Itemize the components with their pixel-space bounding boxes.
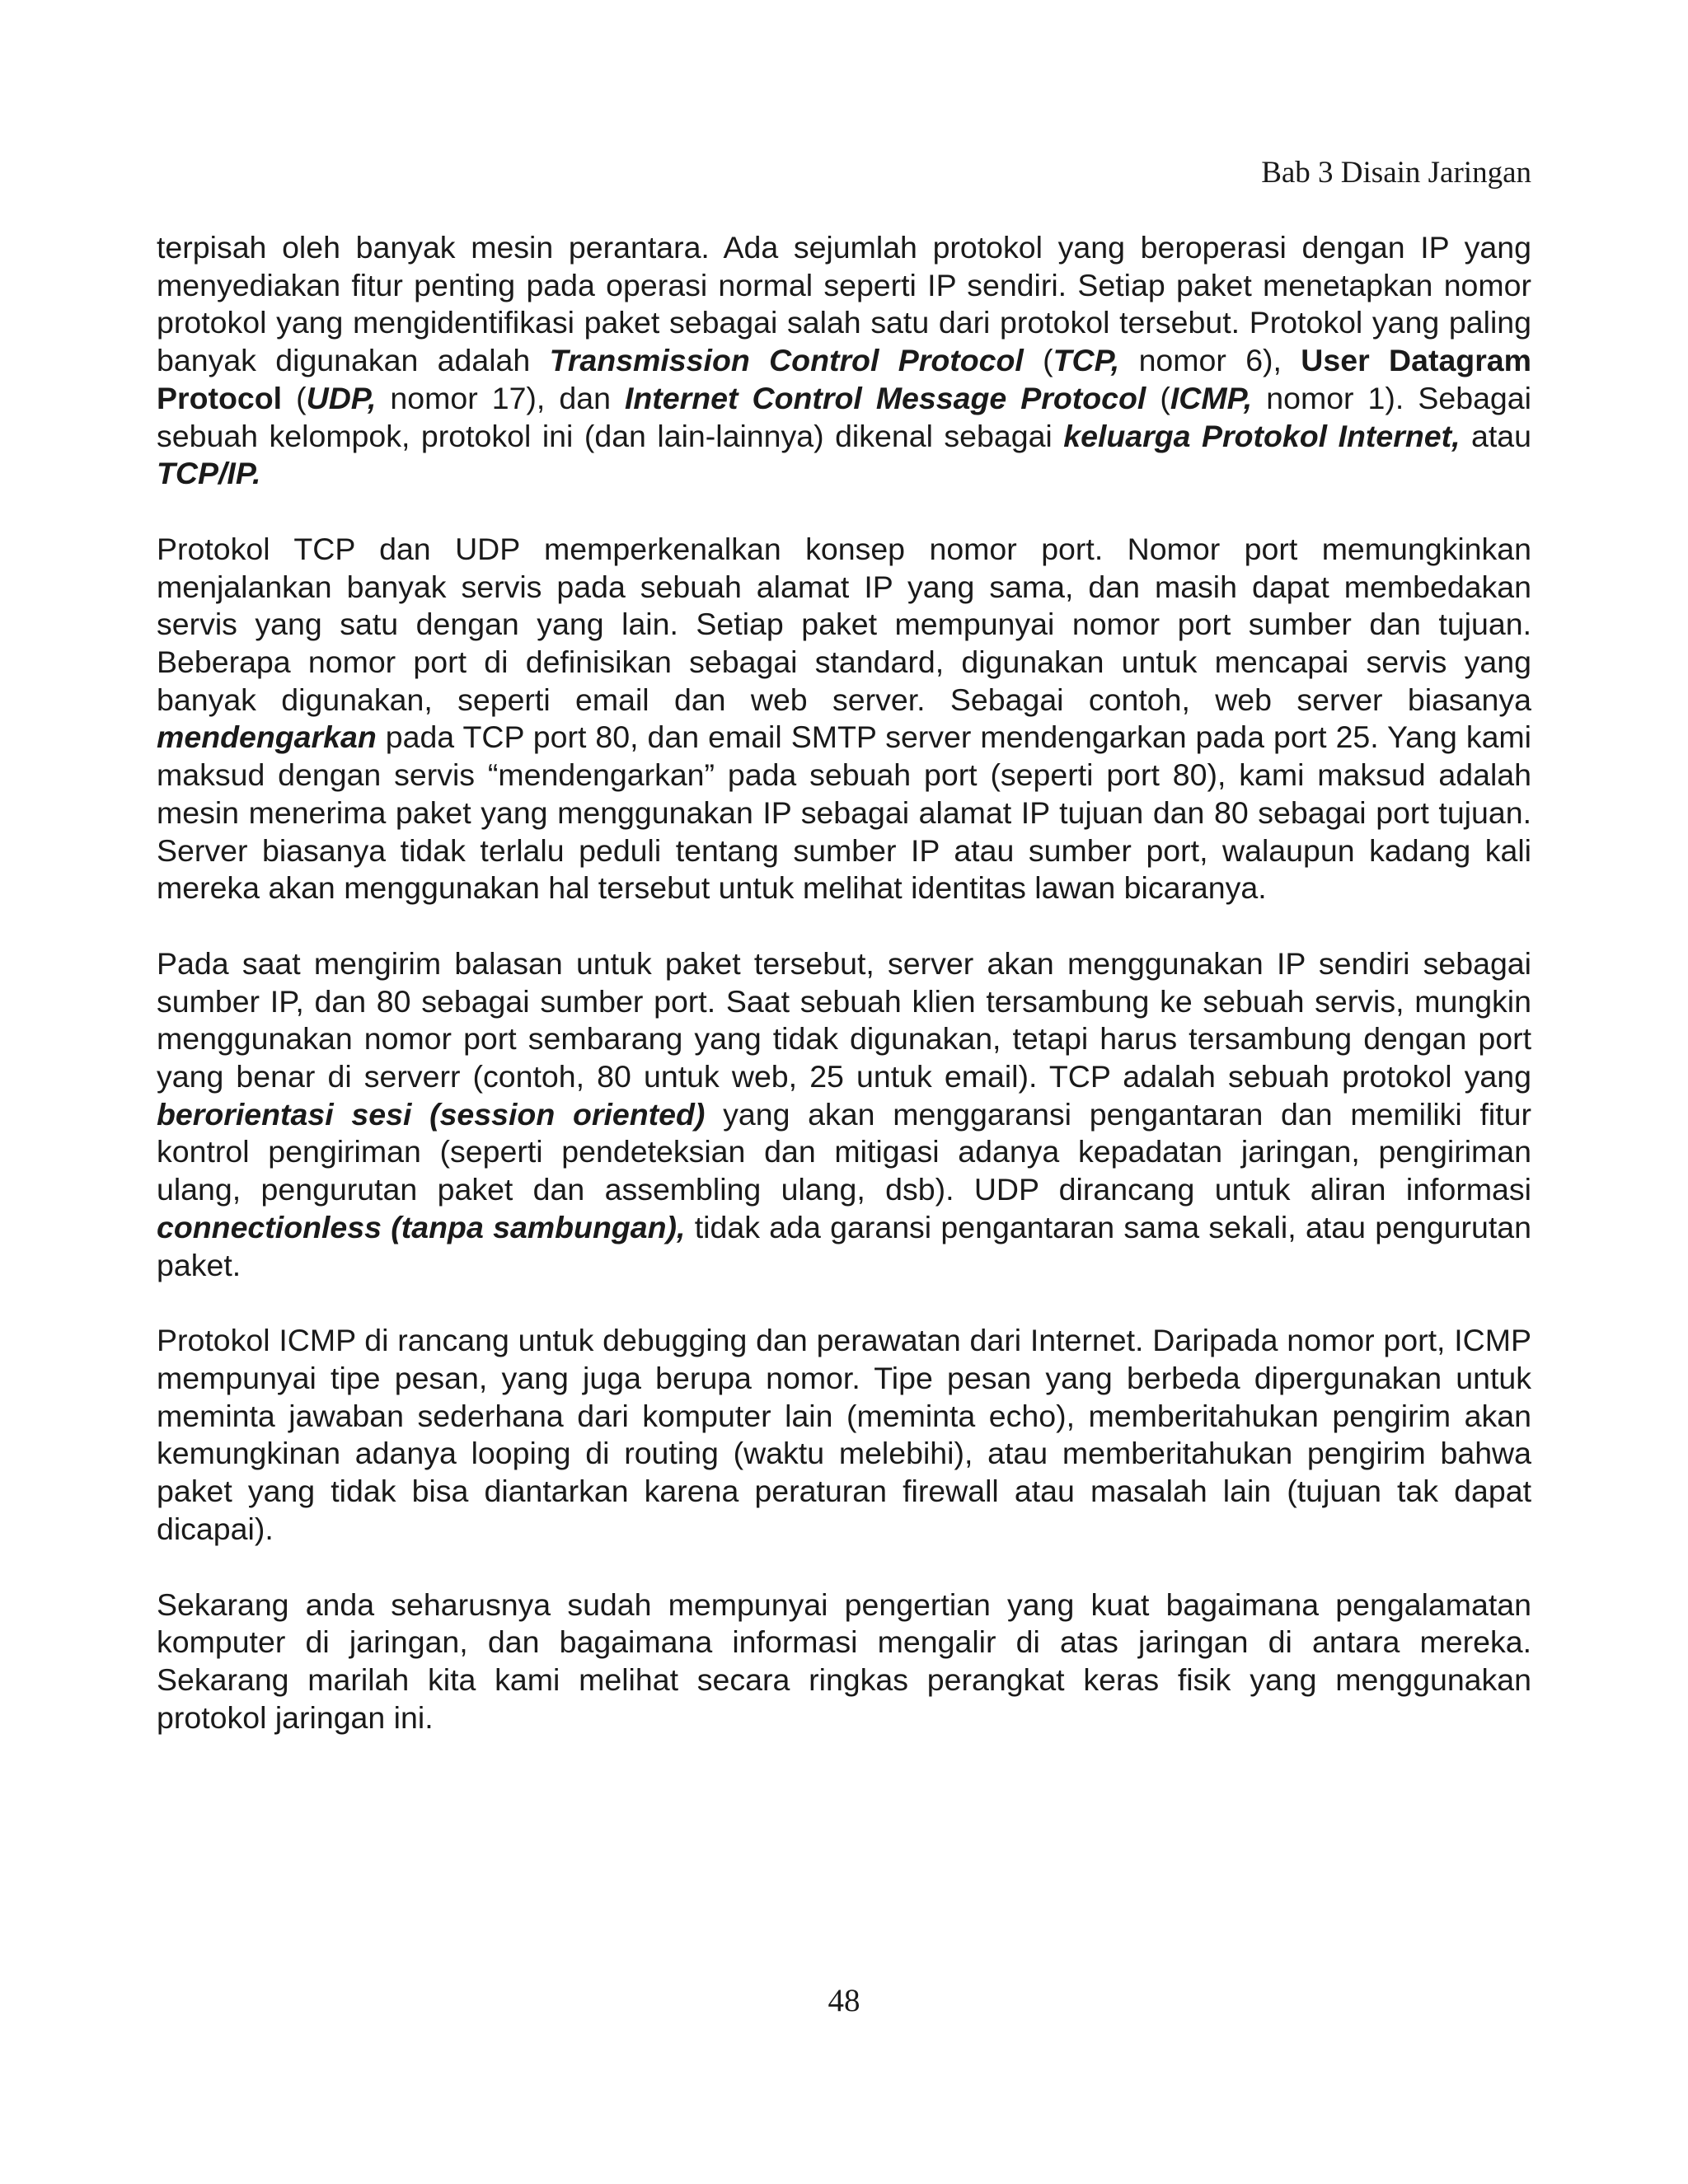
term-udp-full: User Datagram Protocol <box>157 343 1531 415</box>
text-segment: nomor 6), <box>1119 343 1301 378</box>
text-segment: ( <box>1146 380 1170 415</box>
term-tcp-full: Transmission Control Protocol <box>549 343 1024 378</box>
term-tcpip: TCP/IP. <box>157 456 261 491</box>
paragraph-icmp <box>157 1322 1531 1548</box>
text-segment: nomor 17), dan <box>376 380 625 415</box>
text-segment: ( <box>1023 343 1053 378</box>
term-udp-abbr: UDP, <box>306 380 377 415</box>
text-segment: yang akan menggaransi pengantaran dan memiliki fitur kontrol pengiriman (seperti pendeteksian dan mitigasi adanya kepadatan jaringan, pengiriman ulang, pengurutan paket dan assembling ulang, dsb). UDP dirancang untuk aliran informasi <box>157 1096 1531 1207</box>
page-number: 48 <box>828 1983 860 2018</box>
paragraph-reply <box>157 945 1531 1284</box>
paragraph-summary <box>157 1586 1531 1737</box>
term-icmp-abbr: ICMP, <box>1170 380 1253 415</box>
text-segment: nomor 1). Sebagai sebuah kelompok, protokol ini (dan lain-lainnya) dikenal sebagai <box>157 380 1531 453</box>
body-text <box>157 229 1531 1774</box>
text-segment: tidak ada garansi pengantaran sama sekali, atau pengurutan paket. <box>157 1209 1531 1282</box>
term-icmp-full: Internet Control Message Protocol <box>624 380 1146 415</box>
text-segment: Protokol ICMP di rancang untuk debugging dan perawatan dari Internet. Daripada nomor port, ICMP mempunyai tipe pesan, yang juga berupa nomor. Tipe pesan yang berbeda dipergunakan untuk meminta jawaban sederhana dari komputer lain (meminta echo), memberitahukan pengirim akan kemungkinan adanya looping di routing (waktu melebihi), atau memberitahukan pengirim bahwa paket yang tidak bisa diantarkan karena peraturan firewall atau masalah lain (tujuan tak dapat dicapai). <box>157 1323 1531 1546</box>
text-segment: pada TCP port 80, dan email SMTP server mendengarkan pada port 25. Yang kami maksud dengan servis “mendengarkan” pada sebuah port (seperti port 80), kami maksud adalah mesin menerima paket yang menggunakan IP sebagai alamat IP tujuan dan 80 sebagai port tujuan. Server biasanya tidak terlalu peduli tentang sumber IP atau sumber port, walaupun kadang kali mereka akan menggunakan hal tersebut untuk melihat identitas lawan bicaranya. <box>157 719 1531 906</box>
text-segment: ( <box>282 380 307 415</box>
text-segment: Sekarang anda seharusnya sudah mempunyai pengertian yang kuat bagaimana pengalamatan komputer di jaringan, dan bagaimana informasi mengalir di atas jaringan di antara mereka. Sekarang marilah kita kami melihat secara ringkas perangkat keras fisik yang menggunakan protokol jaringan ini. <box>157 1586 1531 1735</box>
term-session-oriented: berorientasi sesi (session oriented) <box>157 1096 706 1132</box>
running-header: Bab 3 Disain Jaringan <box>1261 156 1531 190</box>
text-segment: Pada saat mengirim balasan untuk paket tersebut, server akan menggunakan IP sendiri sebagai sumber IP, dan 80 sebagai sumber port. Saat sebuah klien tersambung ke sebuah servis, mungkin menggunakan nomor port sembarang yang tidak digunakan, tetapi harus tersambung dengan port yang benar di serverr (contoh, 80 untuk web, 25 untuk email). TCP adalah sebuah protokol yang <box>157 945 1531 1094</box>
term-connectionless: connectionless (tanpa sambungan), <box>157 1209 686 1244</box>
term-protocol-family: keluarga Protokol Internet, <box>1063 418 1461 453</box>
text-segment: Protokol TCP dan UDP memperkenalkan konsep nomor port. Nomor port memungkinkan menjalankan banyak servis pada sebuah alamat IP yang sama, dan masih dapat membedakan servis yang satu dengan yang lain. Setiap paket mempunyai nomor port sumber dan tujuan. Beberapa nomor port di definisikan sebagai standard, digunakan untuk mencapai servis yang banyak digunakan, seperti email dan web server. Sebagai contoh, web server biasanya <box>157 531 1531 717</box>
term-mendengarkan: mendengarkan <box>157 719 377 755</box>
paragraph-port-numbers <box>157 531 1531 907</box>
text-segment: terpisah oleh banyak mesin perantara. Ada sejumlah protokol yang beroperasi dengan IP yang menyediakan fitur penting pada operasi normal seperti IP sendiri. Setiap paket menetapkan nomor protokol yang mengidentifikasi paket sebagai salah satu dari protokol tersebut. Protokol yang paling banyak digunakan adalah <box>157 230 1531 378</box>
text-segment: atau <box>1460 418 1532 453</box>
term-tcp-abbr: TCP, <box>1053 343 1120 378</box>
paragraph-protocols <box>157 229 1531 493</box>
